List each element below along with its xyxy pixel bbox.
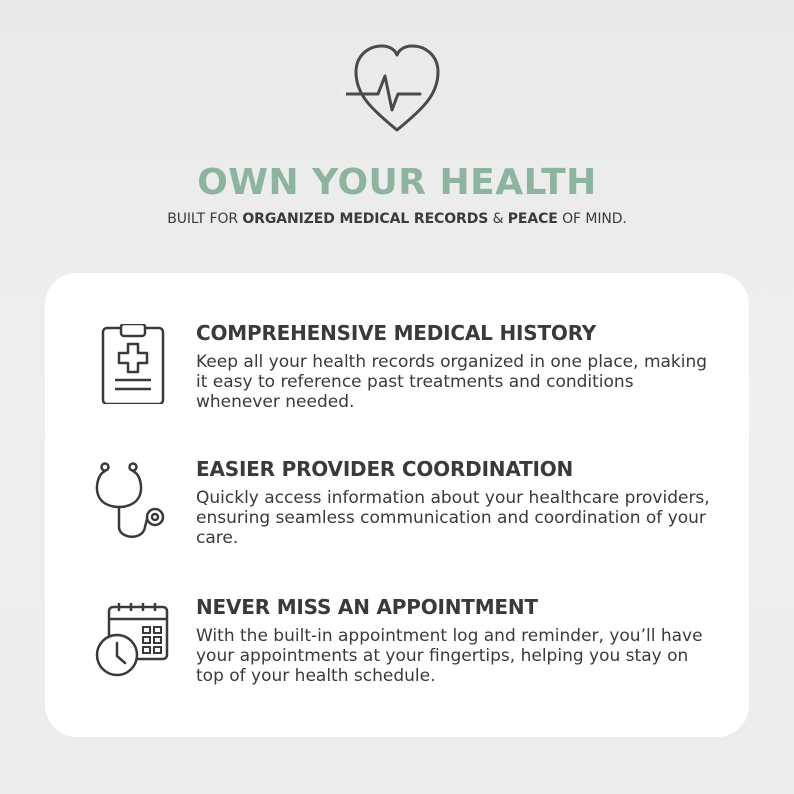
subtitle-text: & [488,211,508,227]
subtitle-bold-text: ORGANIZED MEDICAL RECORDS [242,211,489,227]
features-card [45,273,749,737]
feature-title: NEVER MISS AN APPOINTMENT [196,595,538,619]
subtitle-text: BUILT FOR [167,211,243,227]
feature-title: COMPREHENSIVE MEDICAL HISTORY [196,321,597,345]
subtitle-bold-text: PEACE [507,211,558,227]
calendar-clock-icon [93,603,173,683]
stethoscope-icon [93,461,173,541]
subtitle-text: OF MIND. [557,211,627,227]
feature-title: EASIER PROVIDER COORDINATION [196,457,574,481]
feature-description: Keep all your health records organized in one place, making it easy to reference past treatments and conditions whenever needed. [196,352,708,412]
heart-pulse-icon [340,38,454,138]
page-subtitle [0,211,794,227]
clipboard-medical-icon [93,324,173,404]
feature-description: Quickly access information about your healthcare providers, ensuring seamless communication and coordination of your care. [196,488,710,548]
feature-description: With the built-in appointment log and reminder, you’ll have your appointments at your fingertips, helping you stay on top of your health schedule. [196,626,703,686]
page-title: OWN YOUR HEALTH [197,162,597,203]
